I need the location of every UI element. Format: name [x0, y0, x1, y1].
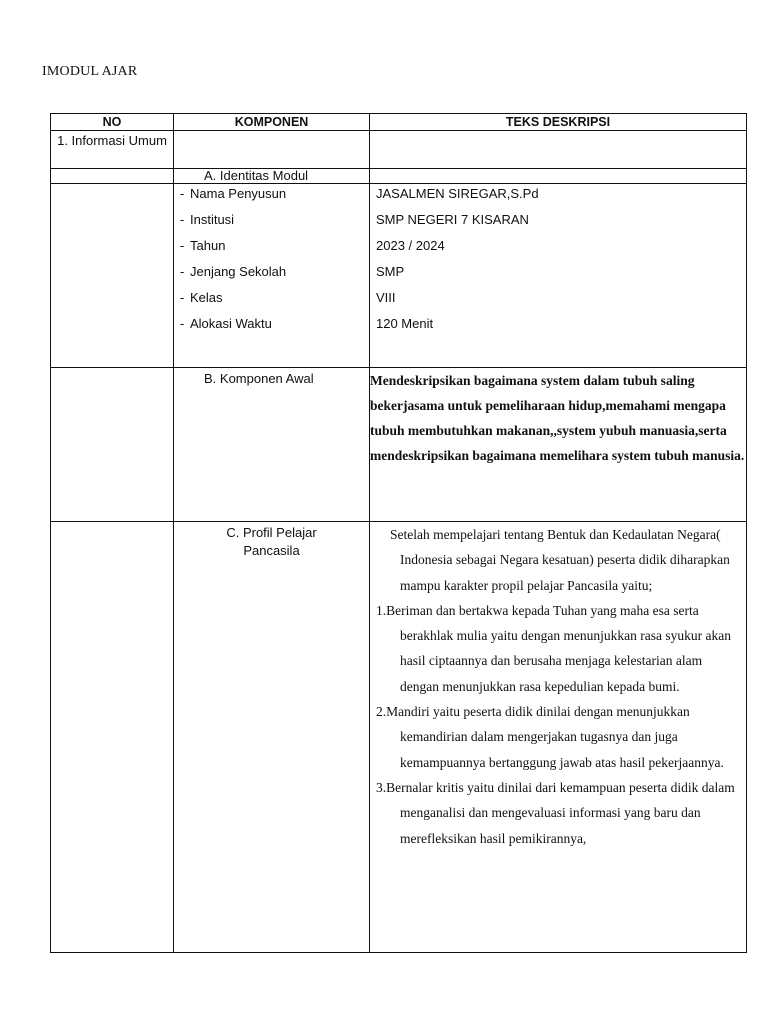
list-item: - Tahun — [180, 238, 226, 253]
list-item: - Institusi — [180, 212, 235, 227]
list-item: - Alokasi Waktu — [180, 316, 272, 331]
identitas-keys-cell — [174, 184, 370, 368]
value-text: VIII — [376, 290, 396, 305]
informasi-umum-label: 1. Informasi Umum — [51, 131, 174, 169]
empty-cell — [370, 131, 747, 169]
list-item: 1.Beriman dan bertakwa kepada Tuhan yang maha esa serta berakhlak mulia yaitu dengan menunjukkan rasa syukur akan hasil ciptaannya dan berusaha menjaga kelestarian alam dengan menunjukkan rasa kepedulian kepada bumi. — [376, 602, 732, 694]
profil-intro: Setelah mempelajari tentang Bentuk dan Kedaulatan Negara( Indonesia sebagai Negara kesatuan) peserta didik diharapkan mampu karakter propil pelajar Pancasila yaitu; — [390, 527, 730, 593]
header-row — [51, 114, 747, 131]
komponen-awal-label: B. Komponen Awal — [174, 368, 370, 522]
list-item: - Nama Penyusun — [180, 186, 287, 201]
key-label: Jenjang Sekolah — [190, 264, 287, 279]
profil-label-text: C. Profil Pelajar Pancasila — [226, 525, 317, 558]
empty-cell — [51, 184, 174, 368]
table-row — [51, 368, 747, 522]
list-item: 3.Bernalar kritis yaitu dinilai dari kemampuan peserta didik dalam menganalisi dan mengevaluasi informasi yang baru dan merefleksikan hasil pemikirannya, — [376, 779, 735, 846]
value-text: SMP — [376, 264, 405, 279]
empty-cell — [51, 368, 174, 522]
table-row — [51, 131, 747, 169]
empty-cell — [174, 131, 370, 169]
table-row — [51, 522, 747, 953]
table-row — [51, 169, 747, 184]
header-deskripsi: TEKS DESKRIPSI — [370, 114, 747, 131]
key-label: Alokasi Waktu — [190, 316, 272, 331]
empty-cell — [51, 522, 174, 953]
list-item: 2.Mandiri yaitu peserta didik dinilai dengan menunjukkan kemandirian dalam mengerjakan tugasnya dan juga kemampuannya bertanggung jawab atas hasil pekerjaannya. — [376, 704, 724, 770]
key-label: Kelas — [190, 290, 223, 305]
table-row — [51, 184, 747, 368]
empty-cell — [370, 169, 747, 184]
value-text: SMP NEGERI 7 KISARAN — [376, 212, 529, 227]
komponen-awal-text: Mendeskripsikan bagaimana system dalam tubuh saling bekerjasama untuk pemeliharaan hidup,memahami mengapa tubuh membutuhkan makanan,,system yubuh manuasia,serta mendeskripsikan bagaimana memelihara system tubuh manusia. — [370, 368, 747, 522]
key-label: Institusi — [190, 212, 235, 227]
value-text: 2023 / 2024 — [376, 238, 445, 253]
list-item: - Jenjang Sekolah — [180, 264, 287, 279]
key-label: Tahun — [190, 238, 226, 253]
header-komponen: KOMPONEN — [174, 114, 370, 131]
identitas-modul-label: A. Identitas Modul — [174, 169, 370, 184]
modul-table — [50, 113, 747, 953]
key-label: Nama Penyusun — [190, 186, 287, 201]
empty-cell — [51, 169, 174, 184]
profil-points — [370, 598, 746, 851]
header-no: NO — [51, 114, 174, 131]
value-text: JASALMEN SIREGAR,S.Pd — [376, 186, 539, 201]
document-title: IMODUL AJAR — [42, 64, 138, 79]
identitas-values-cell — [370, 184, 747, 368]
profil-text-cell — [370, 522, 747, 953]
value-text: 120 Menit — [376, 316, 434, 331]
list-item: - Kelas — [180, 290, 223, 305]
profil-pelajar-label — [174, 522, 370, 953]
